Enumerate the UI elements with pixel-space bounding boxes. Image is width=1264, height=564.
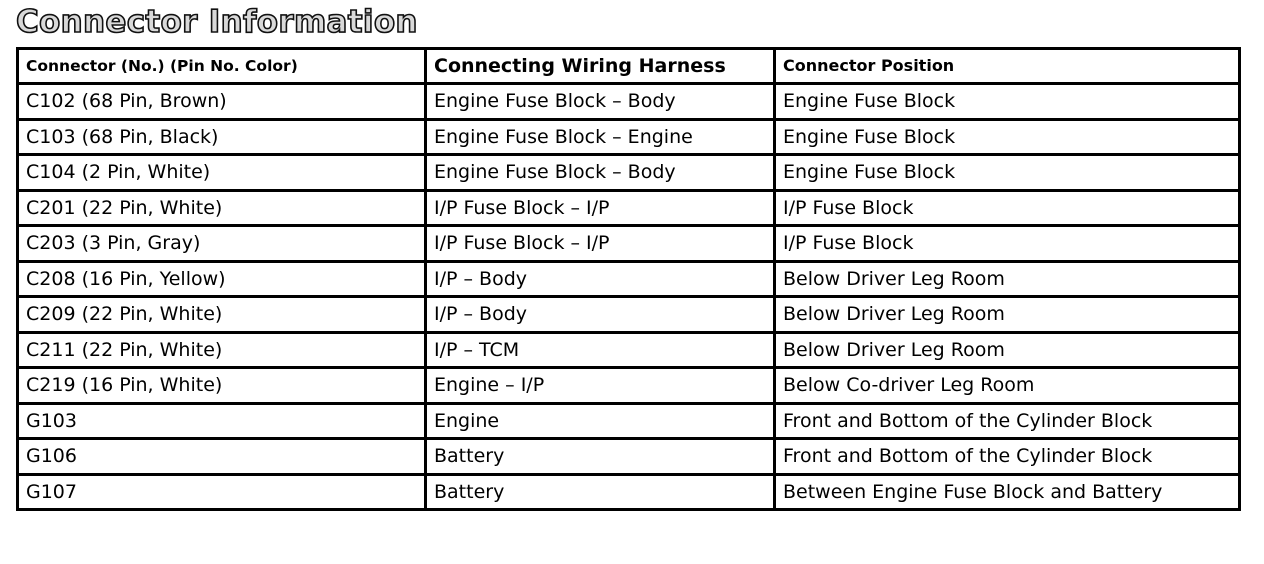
cell-wiring-harness: Engine Fuse Block – Engine [426, 119, 775, 155]
cell-connector-position: Front and Bottom of the Cylinder Block [775, 403, 1240, 439]
table-row [18, 368, 1240, 404]
table-row [18, 119, 1240, 155]
cell-connector: C201 (22 Pin, White) [18, 190, 426, 226]
table-row [18, 155, 1240, 191]
cell-connector: C209 (22 Pin, White) [18, 297, 426, 333]
cell-connector: G106 [18, 439, 426, 475]
cell-wiring-harness: Engine – I/P [426, 368, 775, 404]
cell-connector-position: Engine Fuse Block [775, 155, 1240, 191]
table-row [18, 332, 1240, 368]
table-row [18, 297, 1240, 333]
page-title: Connector Information [16, 4, 418, 40]
cell-connector-position: I/P Fuse Block [775, 190, 1240, 226]
cell-connector-position: Below Co-driver Leg Room [775, 368, 1240, 404]
cell-connector-position: Below Driver Leg Room [775, 261, 1240, 297]
connector-table [16, 47, 1241, 511]
cell-connector: C211 (22 Pin, White) [18, 332, 426, 368]
cell-connector: C203 (3 Pin, Gray) [18, 226, 426, 262]
cell-connector: C219 (16 Pin, White) [18, 368, 426, 404]
header-connector: Connector (No.) (Pin No. Color) [18, 49, 426, 84]
cell-connector: C103 (68 Pin, Black) [18, 119, 426, 155]
cell-wiring-harness: Engine [426, 403, 775, 439]
table-row [18, 226, 1240, 262]
header-wiring-harness: Connecting Wiring Harness [426, 49, 775, 84]
table-row [18, 439, 1240, 475]
cell-connector-position: Engine Fuse Block [775, 84, 1240, 120]
cell-wiring-harness: Battery [426, 439, 775, 475]
cell-connector-position: Below Driver Leg Room [775, 332, 1240, 368]
cell-connector-position: Below Driver Leg Room [775, 297, 1240, 333]
cell-wiring-harness: I/P – Body [426, 261, 775, 297]
cell-wiring-harness: Engine Fuse Block – Body [426, 84, 775, 120]
cell-wiring-harness: I/P – TCM [426, 332, 775, 368]
cell-connector-position: Engine Fuse Block [775, 119, 1240, 155]
cell-connector: C208 (16 Pin, Yellow) [18, 261, 426, 297]
cell-wiring-harness: I/P Fuse Block – I/P [426, 190, 775, 226]
cell-connector: G107 [18, 474, 426, 510]
cell-wiring-harness: Engine Fuse Block – Body [426, 155, 775, 191]
header-connector-position: Connector Position [775, 49, 1240, 84]
table-row [18, 403, 1240, 439]
table-header-row [18, 49, 1240, 84]
cell-wiring-harness: Battery [426, 474, 775, 510]
table-row [18, 84, 1240, 120]
cell-connector-position: Between Engine Fuse Block and Battery [775, 474, 1240, 510]
table-row [18, 261, 1240, 297]
cell-connector: G103 [18, 403, 426, 439]
cell-connector-position: Front and Bottom of the Cylinder Block [775, 439, 1240, 475]
cell-wiring-harness: I/P Fuse Block – I/P [426, 226, 775, 262]
table-row [18, 474, 1240, 510]
cell-connector: C102 (68 Pin, Brown) [18, 84, 426, 120]
cell-wiring-harness: I/P – Body [426, 297, 775, 333]
table-row [18, 190, 1240, 226]
cell-connector: C104 (2 Pin, White) [18, 155, 426, 191]
cell-connector-position: I/P Fuse Block [775, 226, 1240, 262]
